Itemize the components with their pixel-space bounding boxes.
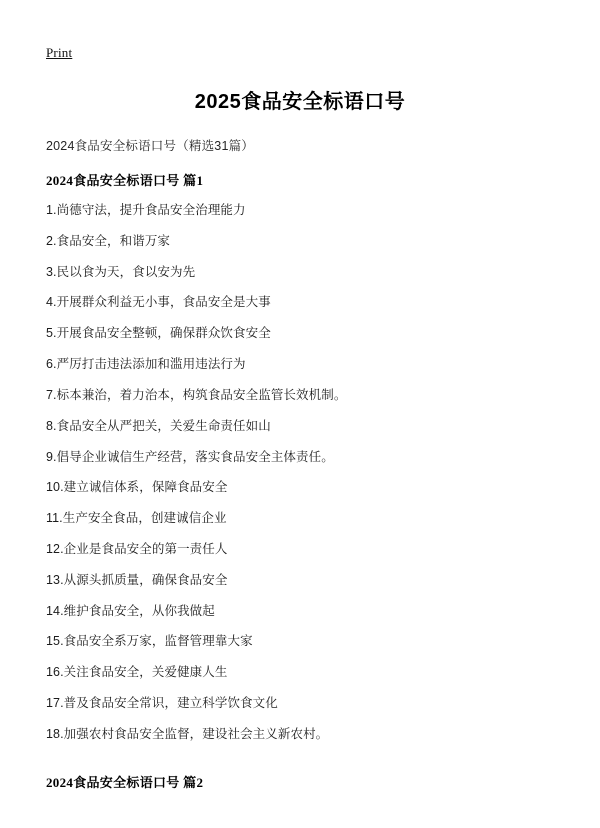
list-item: 15.食品安全系万家，监督管理靠大家 xyxy=(46,634,253,649)
list-item: 5.开展食品安全整顿，确保群众饮食安全 xyxy=(46,326,271,341)
list-item: 9.倡导企业诚信生产经营，落实食品安全主体责任。 xyxy=(46,449,334,464)
list-item: 3.民以食为天，食以安为先 xyxy=(46,264,196,279)
print-button[interactable]: Print xyxy=(46,45,73,60)
document-subtitle: 2024食品安全标语口号（精选31篇） xyxy=(46,139,255,153)
list-item: 13.从源头抓质量，确保食品安全 xyxy=(46,572,228,587)
page-title: 2025食品安全标语口号 xyxy=(194,91,406,113)
list-item: 6.严厉打击违法添加和滥用违法行为 xyxy=(46,357,246,372)
section-heading-2: 2024食品安全标语口号 篇2 xyxy=(46,775,204,791)
list-item: 14.维护食品安全，从你我做起 xyxy=(46,603,215,618)
list-item: 16.关注食品安全，关爱健康人生 xyxy=(46,665,228,680)
list-item: 7.标本兼治，着力治本，构筑食品安全监管长效机制。 xyxy=(46,387,347,402)
section-heading-1: 2024食品安全标语口号 篇1 xyxy=(46,173,204,188)
list-item: 8.食品安全从严把关，关爱生命责任如山 xyxy=(46,418,271,433)
list-item: 18.加强农村食品安全监督，建设社会主义新农村。 xyxy=(46,726,329,741)
list-item: 4.开展群众利益无小事，食品安全是大事 xyxy=(46,295,271,310)
list-item: 12.企业是食品安全的第一责任人 xyxy=(46,541,228,556)
list-item: 10.建立诚信体系，保障食品安全 xyxy=(46,480,228,495)
list-item: 11.生产安全食品，创建诚信企业 xyxy=(46,511,227,526)
list-item: 1.尚德守法，提升食品安全治理能力 xyxy=(46,203,246,217)
list-item: 2.食品安全，和谐万家 xyxy=(46,233,171,248)
list-item: 17.普及食品安全常识，建立科学饮食文化 xyxy=(46,696,278,710)
